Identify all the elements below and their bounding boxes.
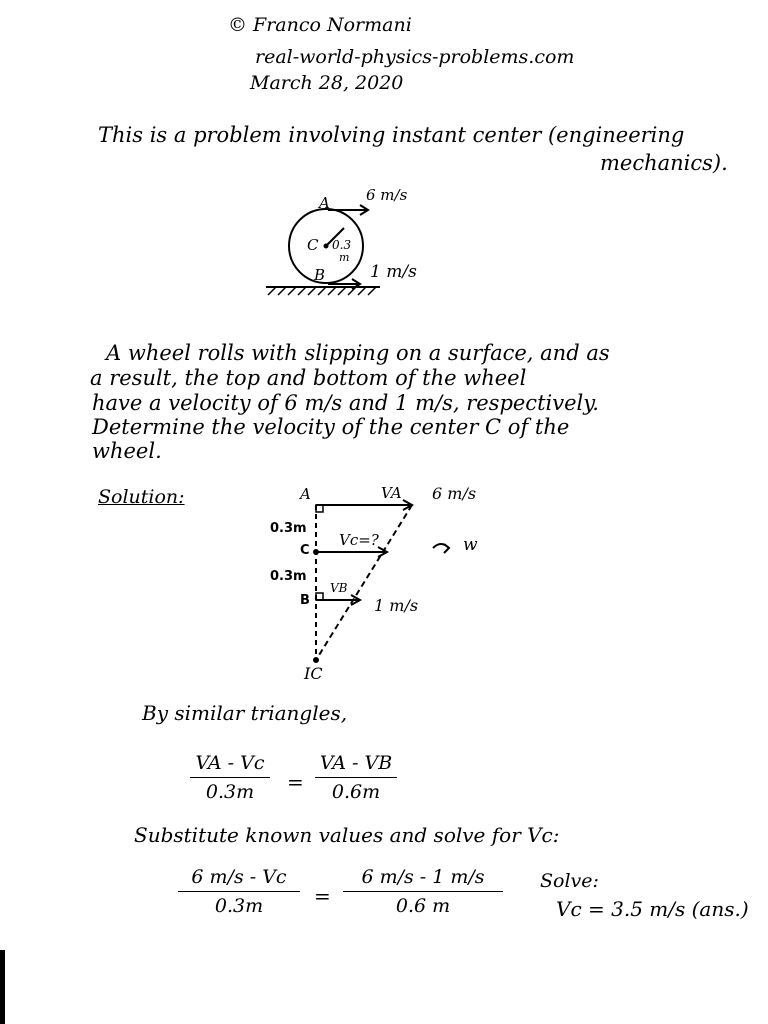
problem-line-3: have a velocity of 6 m/s and 1 m/s, respectively. [92,391,599,415]
similar-rhs-denominator: 0.6m [331,781,381,803]
solution-heading: Solution: [98,486,185,508]
vb-label: VB [330,581,348,595]
sol-label-b: B [300,593,310,608]
similar-lhs-denominator: 0.3m [205,781,255,803]
sol-label-c: C [300,543,310,558]
similar-lhs-fraction [190,752,270,803]
omega-label: w [463,535,478,555]
vc-label: Vc=? [339,531,379,549]
intro-line-2: mechanics). [600,151,728,175]
problem-line-1: A wheel rolls with slipping on a surface, and as [106,341,610,365]
sub-rhs-fraction [343,866,503,917]
vb-value: 1 m/s [374,596,419,615]
similar-rhs-numerator: VA - VB [319,752,393,774]
fig1-label-a: A [319,194,330,212]
right-angle-marker-a [316,505,323,512]
fig1-label-c: C [307,236,319,254]
substitute-heading: Substitute known values and solve for Vc: [134,823,560,847]
sub-lhs-numerator: 6 m/s - Vc [191,866,287,888]
similar-rhs-fraction [315,752,397,803]
fig1-label-b: B [314,266,326,284]
sub-equals: = [314,884,331,908]
website-line: real-world-physics-problems.com [255,46,575,68]
scan-edge [0,950,5,1024]
omega-arrowhead [444,544,449,553]
sub-lhs-fraction [178,866,300,917]
sol-label-a: A [300,485,311,503]
similar-lhs-numerator: VA - Vc [195,752,265,774]
ic-label: IC [304,664,323,683]
fig1-top-velocity: 6 m/s [366,186,408,204]
fig1-bottom-velocity: 1 m/s [370,262,417,282]
problem-line-2: a result, the top and bottom of the wheel [90,366,527,390]
intro-line-1: This is a problem involving instant center (engineering [98,123,685,147]
date-line: March 28, 2020 [250,72,404,94]
sub-rhs-numerator: 6 m/s - 1 m/s [361,866,485,888]
sub-rhs-denominator: 0.6 m [395,895,451,917]
copyright-line: © Franco Normani [228,14,412,36]
problem-line-5: wheel. [92,439,162,463]
problem-line-4: Determine the velocity of the center C of the [92,415,570,439]
dist-cb-label: 0.3m [270,569,307,584]
fig1-radius-value: 0.3 [332,238,352,252]
similar-triangles-heading: By similar triangles, [142,701,348,725]
similar-equals: = [287,770,304,794]
answer: Vc = 3.5 m/s (ans.) [556,897,749,921]
ic-dot [313,657,319,663]
va-value: 6 m/s [432,484,477,503]
point-c-dot [313,549,319,555]
solve-label: Solve: [540,870,599,892]
dist-ac-label: 0.3m [270,521,307,536]
sub-lhs-denominator: 0.3m [214,895,264,917]
right-angle-marker-b [316,593,323,600]
va-label: VA [381,484,402,502]
fig1-radius-unit: m [339,251,350,264]
